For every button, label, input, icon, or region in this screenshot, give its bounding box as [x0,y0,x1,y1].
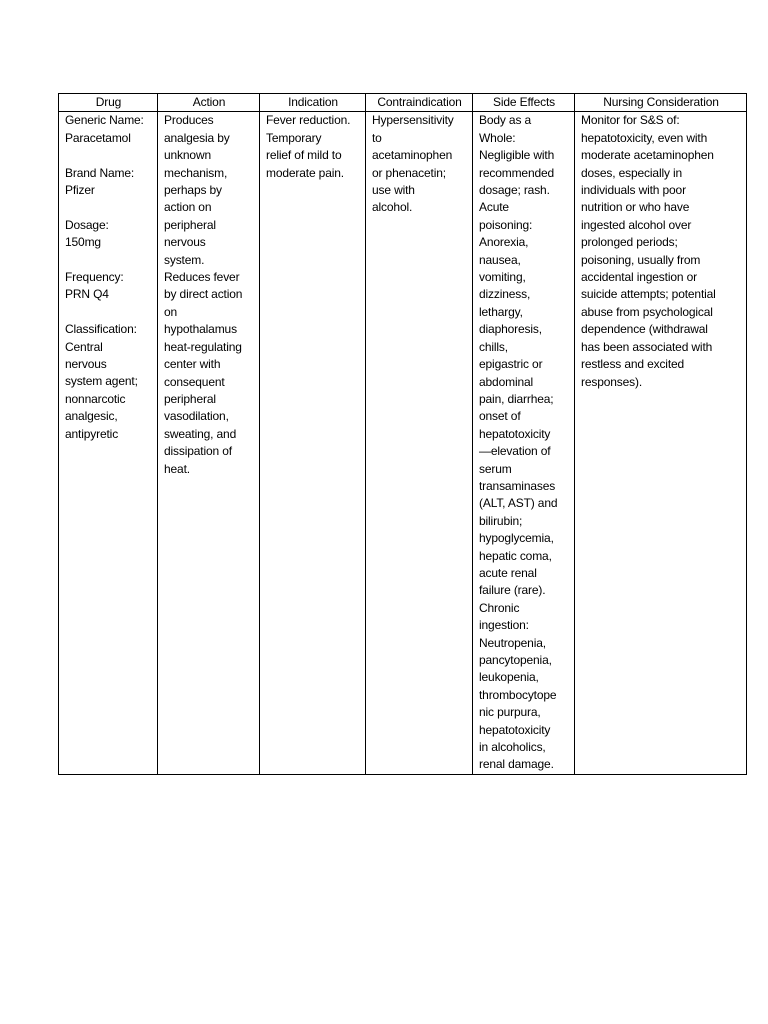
action-cell [158,112,260,774]
cell-text-line: Anorexia, [479,235,529,250]
cell-text-line: Negligible with [479,148,555,163]
cell-text-line: hypoglycemia, [479,531,554,546]
cell-text-line: responses). [581,374,643,389]
cell-text-line: pain, diarrhea; [479,391,554,406]
generic-name-value: Paracetamol [65,130,131,145]
cell-text-line: center with [164,357,221,372]
cell-text-line: peripheral [164,391,216,406]
cell-text-line: ingestion: [479,618,529,633]
dosage-label: Dosage: [65,217,109,232]
frequency-value: PRN Q4 [65,287,109,302]
cell-text-line: Reduces fever [164,270,240,285]
blank-line [65,304,152,321]
cell-text-line: Neutropenia, [479,635,546,650]
cell-text-line: analgesia by [164,130,230,145]
cell-text-line: nervous [164,235,206,250]
header-drug: Drug [59,94,158,112]
cell-text-line: nervous [65,357,107,372]
cell-text-line: —elevation of [479,444,551,459]
cell-text-line: hepatic coma, [479,548,552,563]
header-indication: Indication [260,94,366,112]
cell-text-line: accidental ingestion or [581,270,697,285]
nursing-consideration-cell [575,112,747,774]
blank-line [65,252,152,269]
cell-text-line: Hypersensitivity [372,113,454,128]
drug-study-table [58,93,747,775]
cell-text-line: doses, especially in [581,165,683,180]
contraindication-cell [366,112,473,774]
generic-name-label: Generic Name: [65,113,144,128]
cell-text-line: hepatotoxicity [479,722,551,737]
cell-text-line: suicide attempts; potential [581,287,716,302]
header-side-effects: Side Effects [473,94,575,112]
cell-text-line: Body as a [479,113,532,128]
classification-label: Classification: [65,322,137,337]
table-row [59,112,747,774]
cell-text-line: diaphoresis, [479,322,542,337]
cell-text-line: epigastric or [479,357,543,372]
header-action: Action [158,94,260,112]
cell-text-line: vomiting, [479,270,526,285]
cell-text-line: nonnarcotic [65,391,126,406]
cell-text-line: system agent; [65,374,138,389]
indication-cell [260,112,366,774]
drug-cell [59,112,158,774]
cell-text-line: hepatotoxicity [479,426,551,441]
cell-text-line: abdominal [479,374,534,389]
cell-text-line: abuse from psychological [581,304,713,319]
cell-text-line: (ALT, AST) and [479,496,558,511]
cell-text-line: consequent [164,374,225,389]
classification-lines [65,339,152,443]
cell-text-line: Central [65,339,103,354]
cell-text-line: pancytopenia, [479,653,552,667]
cell-text-line: peripheral [164,217,216,232]
cell-text-line: thrombocytope [479,687,557,702]
cell-text-line: sweating, and [164,426,237,441]
cell-text-line: onset of [479,409,521,424]
cell-text-line: ingested alcohol over [581,217,692,232]
cell-text-line: poisoning: [479,217,533,232]
cell-text-line: dosage; rash. [479,183,550,198]
cell-text-line: in alcoholics, [479,740,546,755]
cell-text-line: Chronic [479,600,520,615]
cell-text-line: by direct action [164,287,243,302]
cell-text-line: individuals with poor [581,183,686,198]
cell-text-line: hypothalamus [164,322,237,337]
table-header-row [59,94,747,112]
cell-text-line: analgesic, [65,409,118,424]
cell-text-line: antipyretic [65,426,119,441]
dosage-value: 150mg [65,235,101,250]
cell-text-line: has been associated with [581,339,713,354]
cell-text-line: Whole: [479,130,516,145]
cell-text-line: Acute [479,200,509,215]
cell-text-line: unknown [164,148,211,163]
cell-text-line: moderate acetaminophen [581,148,714,163]
header-nursing-consideration: Nursing Consideration [575,94,747,112]
cell-text-line: hepatotoxicity, even with [581,130,708,145]
cell-text-line: acetaminophen [372,148,453,163]
cell-text-line: to [372,130,382,145]
cell-text-line: failure (rare). [479,583,546,598]
cell-text-line: bilirubin; [479,513,523,528]
cell-text-line: dizziness, [479,287,531,302]
cell-text-line: nic purpura, [479,705,541,720]
cell-text-line: acute renal [479,565,537,580]
cell-text-line: leukopenia, [479,670,539,685]
cell-text-line: perhaps by [164,183,222,198]
blank-line [65,147,152,164]
cell-text-line: vasodilation, [164,409,229,424]
side-effects-cell [473,112,575,774]
brand-name-label: Brand Name: [65,165,135,180]
blank-line [65,199,152,216]
cell-text-line: Temporary [266,130,322,145]
cell-text-line: nutrition or who have [581,200,690,215]
cell-text-line: restless and excited [581,357,685,372]
cell-text-line: action on [164,200,212,215]
cell-text-line: Produces [164,113,214,128]
header-contraindication: Contraindication [366,94,473,112]
frequency-label: Frequency: [65,270,124,285]
cell-text-line: relief of mild to [266,148,342,163]
cell-text-line: dependence (withdrawal [581,322,708,337]
cell-text-line: moderate pain. [266,165,344,180]
cell-text-line: use with [372,183,415,198]
cell-text-line: transaminases [479,478,556,493]
cell-text-line: serum [479,461,512,476]
cell-text-line: prolonged periods; [581,235,678,250]
cell-text-line: renal damage. [479,757,554,772]
cell-text-line: Fever reduction. [266,113,351,128]
cell-text-line: or phenacetin; [372,165,446,180]
cell-text-line: chills, [479,339,508,354]
cell-text-line: poisoning, usually from [581,252,701,267]
cell-text-line: Monitor for S&S of: [581,113,680,128]
cell-text-line: dissipation of [164,444,232,459]
cell-text-line: recommended [479,165,555,180]
cell-text-line: alcohol. [372,200,413,215]
cell-text-line: on [164,304,178,319]
cell-text-line: nausea, [479,252,521,267]
cell-text-line: heat-regulating [164,339,242,354]
cell-text-line: heat. [164,461,190,476]
brand-name-value: Pfizer [65,183,95,198]
cell-text-line: mechanism, [164,165,228,180]
cell-text-line: lethargy, [479,304,523,319]
cell-text-line: system. [164,252,205,267]
